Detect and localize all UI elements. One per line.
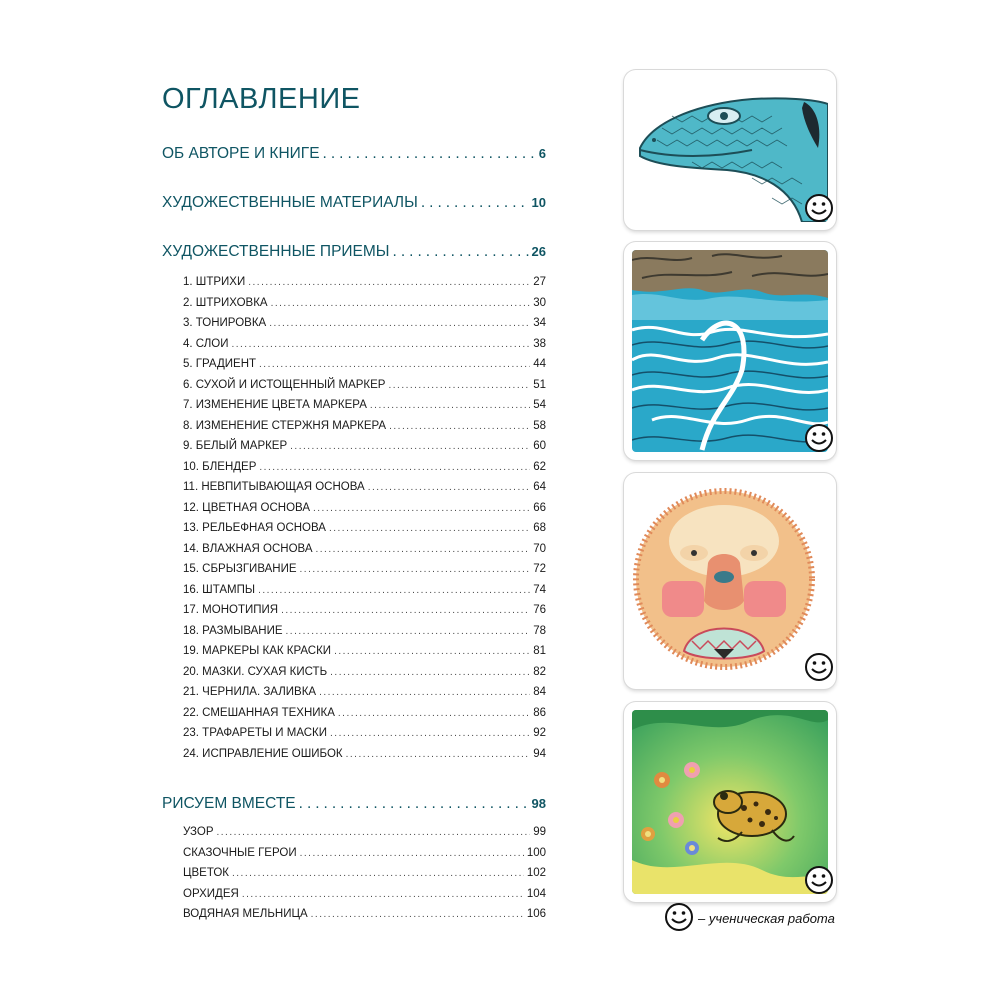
toc-page-number: 76 (533, 604, 546, 616)
toc-item-label: 7. ИЗМЕНЕНИЕ ЦВЕТА МАРКЕРА (183, 399, 367, 411)
leader-dots (232, 864, 524, 884)
leader-dots (311, 905, 524, 925)
toc-page-number: 34 (533, 317, 546, 329)
toc-item[interactable] (183, 662, 546, 683)
toc-page-number: 62 (533, 460, 546, 473)
toc-item-label: 21. ЧЕРНИЛА. ЗАЛИВКА (183, 686, 317, 698)
toc-item-label: 3. ТОНИРОВКА (183, 317, 267, 329)
toc-page-number: 44 (533, 358, 546, 370)
leader-dots (323, 140, 536, 168)
toc-item-label: 18. РАЗМЫВАНИЕ (183, 624, 283, 637)
draw-together-list (183, 822, 546, 925)
leader-dots (269, 314, 530, 334)
toc-item[interactable] (183, 682, 546, 703)
toc-item[interactable] (183, 375, 546, 396)
toc-item[interactable] (183, 641, 546, 662)
techniques-list (183, 272, 546, 764)
toc-item-label: 13. РЕЛЬЕФНАЯ ОСНОВА (183, 522, 326, 534)
toc-page-number: 92 (533, 727, 546, 739)
toc-item-label: 12. ЦВЕТНАЯ ОСНОВА (183, 501, 310, 514)
toc-page-number: 106 (526, 908, 546, 920)
toc-item-label: 19. МАРКЕРЫ КАК КРАСКИ (183, 645, 332, 657)
toc-item[interactable] (183, 539, 546, 560)
table-of-contents (162, 140, 546, 925)
toc-item-label: 22. СМЕШАННАЯ ТЕХНИКА (183, 706, 335, 719)
lizard-art (632, 78, 828, 222)
leader-dots (242, 885, 524, 905)
leader-dots (319, 683, 530, 703)
frog-art (632, 710, 828, 894)
toc-page-number: 99 (533, 826, 546, 838)
toc-item[interactable] (183, 559, 546, 580)
toc-page-number: 84 (533, 686, 546, 698)
toc-page-number: 58 (533, 419, 546, 432)
toc-item[interactable] (183, 518, 546, 539)
toc-item-label: 11. НЕВПИТЫВАЮЩАЯ ОСНОВА (183, 481, 365, 493)
leader-dots (231, 335, 530, 355)
leader-dots (299, 790, 529, 818)
leader-dots (313, 499, 530, 519)
toc-section-about[interactable] (162, 140, 546, 168)
toc-item-label: 2. ШТРИХОВКА (183, 296, 268, 309)
toc-item[interactable] (183, 863, 546, 884)
toc-item-label: 1. ШТРИХИ (183, 276, 246, 288)
toc-item-label: 9. БЕЛЫЙ МАРКЕР (183, 440, 288, 452)
toc-item[interactable] (183, 600, 546, 621)
toc-item-label: 10. БЛЕНДЕР (183, 460, 257, 473)
leader-dots (290, 437, 530, 457)
toc-section-label: ОБ АВТОРЕ И КНИГЕ (162, 145, 320, 162)
toc-item-label: 16. ШТАМПЫ (183, 583, 256, 596)
frog-illustration (624, 702, 836, 902)
leader-dots (334, 642, 530, 662)
leader-dots (330, 663, 530, 683)
toc-page-number: 38 (533, 337, 546, 350)
toc-item[interactable] (183, 621, 546, 642)
toc-item-label: 23. ТРАФАРЕТЫ И МАСКИ (183, 727, 328, 739)
toc-page-number: 54 (533, 399, 546, 411)
toc-item[interactable] (183, 416, 546, 437)
toc-item-label: 15. СБРЫЗГИВАНИЕ (183, 563, 297, 575)
toc-section-label: ХУДОЖЕСТВЕННЫЕ МАТЕРИАЛЫ (162, 194, 418, 211)
toc-item[interactable] (183, 498, 546, 519)
toc-item[interactable] (183, 744, 546, 765)
toc-page-number: 82 (533, 665, 546, 678)
toc-page-number: 27 (533, 276, 546, 288)
leader-dots (300, 844, 524, 864)
leader-dots (271, 294, 531, 314)
leader-dots (259, 458, 530, 478)
toc-item-label: 4. СЛОИ (183, 337, 229, 350)
toc-page-number: 51 (533, 378, 546, 391)
toc-page-number: 98 (531, 796, 546, 811)
toc-page-number: 60 (533, 440, 546, 452)
leader-dots (300, 560, 531, 580)
leader-dots (393, 238, 529, 266)
toc-page-number: 64 (533, 481, 546, 493)
toc-item[interactable] (183, 580, 546, 601)
leader-dots (330, 724, 530, 744)
toc-page-number: 102 (526, 867, 546, 879)
toc-section-techniques[interactable] (162, 238, 546, 266)
leader-dots (389, 417, 530, 437)
leader-dots (286, 622, 531, 642)
toc-item[interactable] (183, 843, 546, 864)
smiley-icon (804, 423, 834, 458)
toc-section-materials[interactable] (162, 189, 546, 217)
leader-dots (388, 376, 530, 396)
toc-item[interactable] (183, 354, 546, 375)
toc-item[interactable] (183, 395, 546, 416)
toc-item[interactable] (183, 723, 546, 744)
legend-text: – ученическая работа (698, 911, 835, 926)
toc-item-label: ЦВЕТОК (183, 867, 229, 879)
sea-waves-art (632, 250, 828, 452)
toc-item-label: ОРХИДЕЯ (183, 887, 239, 900)
toc-page-number: 6 (538, 146, 546, 161)
smiley-icon (804, 652, 834, 687)
toc-item-label: 8. ИЗМЕНЕНИЕ СТЕРЖНЯ МАРКЕРА (183, 419, 387, 432)
toc-page-number: 74 (533, 583, 546, 596)
smiley-icon (804, 193, 834, 228)
leader-dots (248, 273, 530, 293)
toc-item-label: 17. МОНОТИПИЯ (183, 604, 279, 616)
leader-dots (281, 601, 530, 621)
leader-dots (217, 823, 531, 843)
toc-page-number: 78 (533, 624, 546, 637)
toc-item[interactable] (183, 457, 546, 478)
page-title: ОГЛАВЛЕНИЕ (162, 83, 361, 116)
toc-section-label: РИСУЕМ ВМЕСТЕ (162, 795, 296, 812)
toc-page-number: 94 (533, 747, 546, 760)
toc-item[interactable] (183, 904, 546, 925)
toc-page-number: 26 (531, 244, 546, 259)
toc-page-number: 100 (526, 846, 546, 859)
smiley-icon (804, 865, 834, 900)
smiley-icon (664, 902, 694, 935)
toc-item[interactable] (183, 272, 546, 293)
toc-page-number: 30 (533, 296, 546, 309)
toc-section-label: ХУДОЖЕСТВЕННЫЕ ПРИЕМЫ (162, 243, 390, 260)
toc-item-label: ВОДЯНАЯ МЕЛЬНИЦА (183, 908, 308, 920)
toc-page-number: 86 (533, 706, 546, 719)
dotted-face-art (632, 481, 828, 681)
leader-dots (316, 540, 531, 560)
toc-section-draw-together[interactable] (162, 790, 546, 818)
toc-item[interactable] (183, 477, 546, 498)
toc-item-label: УЗОР (183, 826, 214, 838)
leader-dots (421, 189, 529, 217)
leader-dots (329, 519, 530, 539)
toc-item-label: 14. ВЛАЖНАЯ ОСНОВА (183, 542, 313, 555)
toc-page-number: 68 (533, 522, 546, 534)
toc-page-number: 66 (533, 501, 546, 514)
toc-page-number: 72 (533, 563, 546, 575)
toc-item-label: 24. ИСПРАВЛЕНИЕ ОШИБОК (183, 747, 343, 760)
toc-item[interactable] (183, 703, 546, 724)
toc-item[interactable] (183, 334, 546, 355)
toc-item[interactable] (183, 436, 546, 457)
leader-dots (346, 745, 531, 765)
leader-dots (259, 355, 530, 375)
toc-page-number: 70 (533, 542, 546, 555)
dotted-face-illustration (624, 473, 836, 689)
toc-item-label: 5. ГРАДИЕНТ (183, 358, 257, 370)
toc-item-label: 20. МАЗКИ. СУХАЯ КИСТЬ (183, 665, 328, 678)
leader-dots (258, 581, 530, 601)
leader-dots (338, 704, 530, 724)
toc-item[interactable] (183, 313, 546, 334)
leader-dots (370, 396, 530, 416)
toc-item-label: 6. СУХОЙ И ИСТОЩЕННЫЙ МАРКЕР (183, 378, 386, 391)
toc-item[interactable] (183, 822, 546, 843)
toc-page-number: 10 (531, 195, 546, 210)
lizard-illustration (624, 70, 836, 230)
toc-page-number: 81 (533, 645, 546, 657)
legend (664, 902, 835, 935)
sea-waves-illustration (624, 242, 836, 460)
leader-dots (368, 478, 531, 498)
toc-page-number: 104 (526, 887, 546, 900)
toc-item-label: СКАЗОЧНЫЕ ГЕРОИ (183, 846, 297, 859)
toc-item[interactable] (183, 884, 546, 905)
toc-item[interactable] (183, 293, 546, 314)
